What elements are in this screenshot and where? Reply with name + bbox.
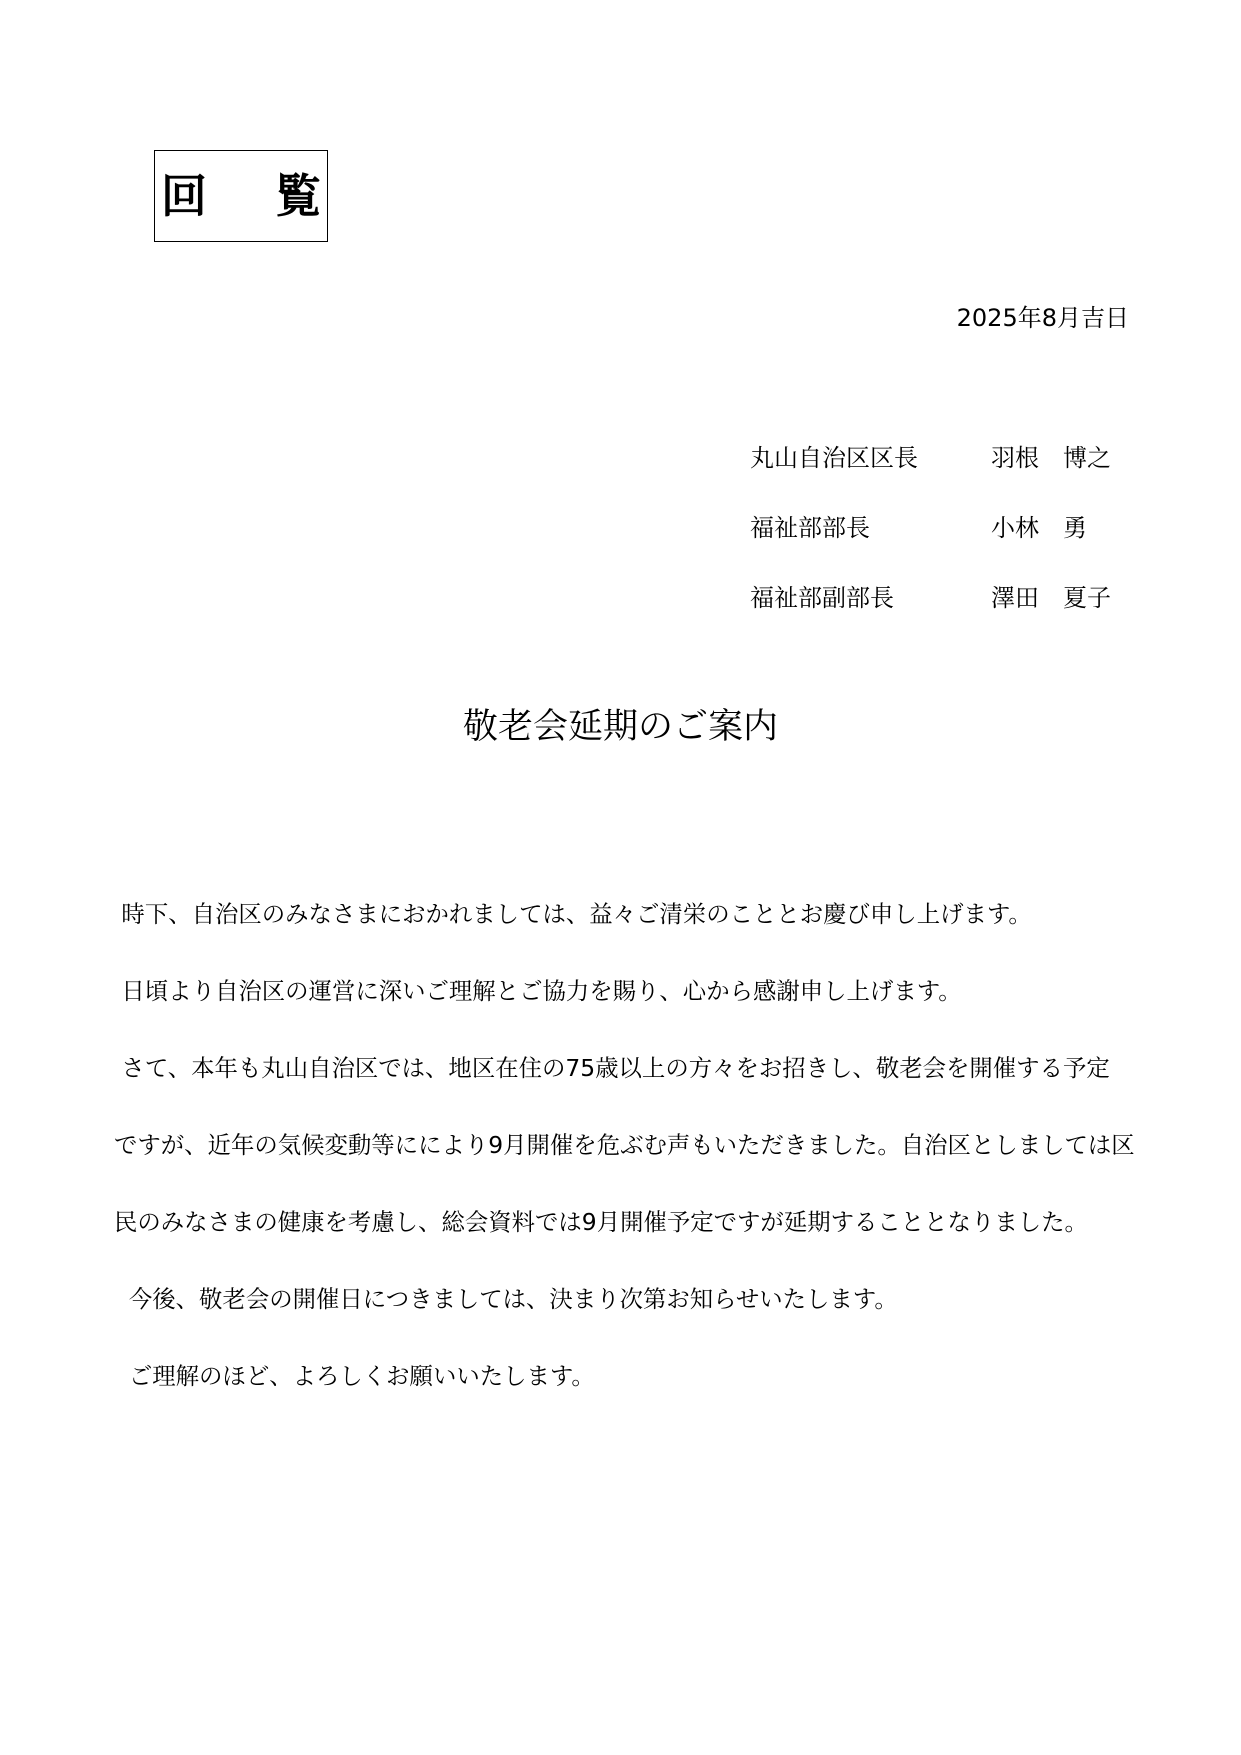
body-line: ご理解のほど、よろしくお願いいたします。 [114,1362,595,1390]
body-line: 民のみなさまの健康を考慮し、総会資料では9月開催予定ですが延期することとなりました。 [114,1208,1088,1236]
document-body [114,876,1134,1415]
body-line: 今後、敬老会の開催日につきましては、決まり次第お知らせいたします。 [114,1285,898,1313]
body-line: ですが、近年の気候変動等ににより9月開催を危ぶむ声もいただきました。自治区としましては区 [114,1131,1135,1159]
sender-row [750,586,1170,656]
circulation-stamp-box [154,150,347,242]
sender-row [750,446,1170,516]
sender-row [750,516,1170,586]
sender-title: 福祉部副部長 [750,584,894,612]
sender-name: 澤田 夏子 [991,584,1111,612]
sender-title: 丸山自治区区長 [750,444,918,472]
body-line: さて、本年も丸山自治区では、地区在住の75歳以上の方々をお招きし、敬老会を開催する予定 [114,1054,1110,1082]
document-date: 2025年8月吉日 [956,304,1129,332]
sender-list [750,446,1170,656]
body-line: 時下、自治区のみなさまにおかれましては、益々ご清栄のこととお慶び申し上げます。 [114,900,1032,928]
body-line: 日頃より自治区の運営に深いご理解とご協力を賜り、心から感謝申し上げます。 [114,977,962,1005]
sender-name: 羽根 博之 [991,444,1111,472]
circulation-label: 回 覧 [160,169,347,223]
sender-name: 小林 勇 [991,514,1087,542]
sender-title: 福祉部部長 [750,514,870,542]
document-title: 敬老会延期のご案内 [462,707,778,747]
